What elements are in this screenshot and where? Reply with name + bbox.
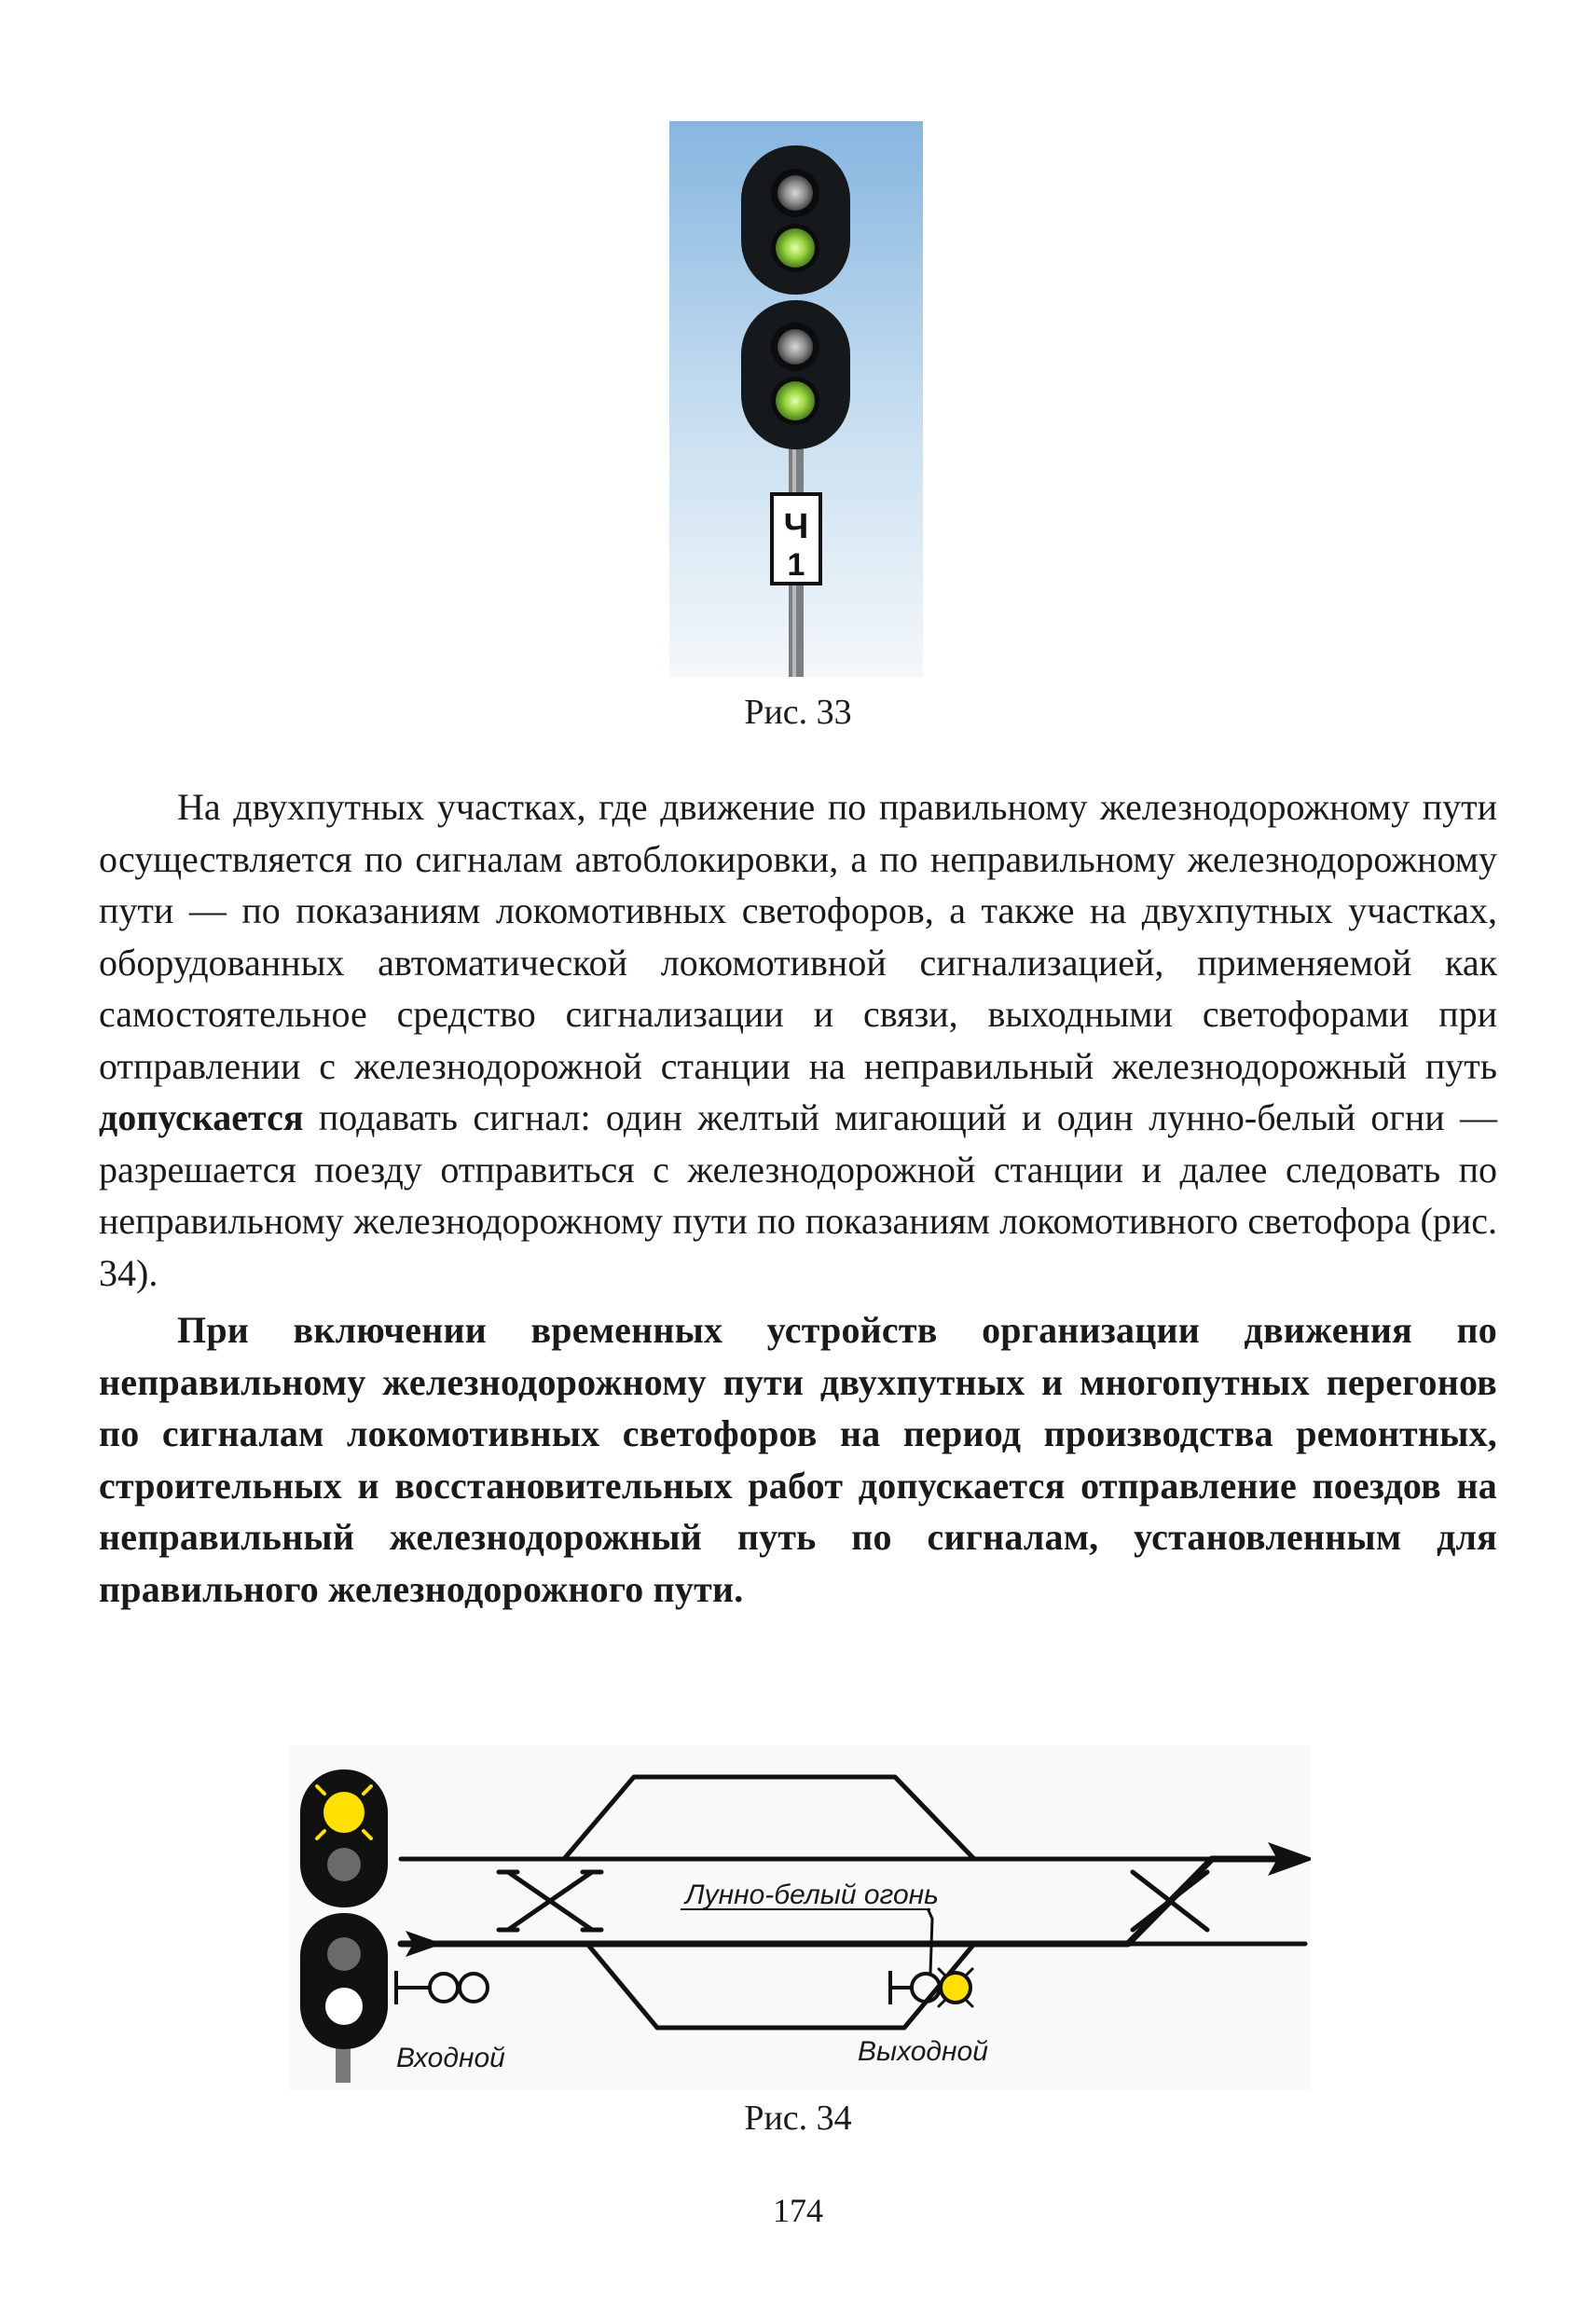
emphasis-allowed: допускается bbox=[99, 1096, 304, 1138]
figure-34-caption: Рис. 34 bbox=[744, 2099, 852, 2138]
moon-white-light-label: Лунно-белый огонь bbox=[685, 1879, 939, 1910]
upper-signal-head bbox=[741, 145, 850, 295]
lower-green-lamp bbox=[776, 381, 815, 420]
lower-signal-head bbox=[741, 300, 850, 449]
exit-signal-label: Выходной bbox=[858, 2036, 988, 2067]
entry-signal-label: Входной bbox=[396, 2043, 505, 2073]
upper-green-lamp bbox=[776, 228, 815, 268]
figure-33 bbox=[669, 121, 923, 677]
main-text bbox=[99, 781, 1497, 1615]
plate-number: 1 bbox=[787, 547, 805, 583]
moon-white-lamp bbox=[325, 1988, 363, 2025]
figure-33-caption: Рис. 33 bbox=[744, 693, 852, 732]
yellow-flashing-lamp bbox=[317, 1786, 371, 1838]
signal-photo bbox=[669, 121, 923, 677]
figure-34 bbox=[289, 1745, 1311, 2090]
lower-unlit-lamp bbox=[327, 1937, 361, 1971]
exit-signal-lower-head bbox=[300, 1913, 388, 2049]
upper-unlit-lamp bbox=[777, 175, 813, 211]
paragraph-1: На двухпутных участках, где движение по правильному железнодорожному пути осуществляется по сигналам автоблокировки, а по неправильному железнодорожному пути — по показаниям локомотивных светофоров, а также на двухпутных участках, оборудованных автоматической локомотивной сигнализацией, применяемой как самостоятельное средство сигнализации и связи, выходными светофорами при отправлении с железнодорожной станции на неправильный железнодорожный путь допускается подавать сигнал: один желтый мигающий и один лунно-белый огни — разрешается поезду отправиться с железнодорожной станции и далее следовать по неправильному железнодорожному пути по показаниям локомотивного светофора (рис. 34). bbox=[99, 786, 1497, 1294]
page-number: 174 bbox=[773, 2192, 823, 2229]
plate-letter: Ч bbox=[783, 507, 809, 546]
lower-unlit-lamp bbox=[777, 329, 813, 365]
track-diagram bbox=[289, 1745, 1311, 2090]
paragraph-2: При включении временных устройств организации движения по неправильному железнодорожному пути двухпутных и многопутных перегонов по сигналам локомотивных светофоров на период производства ремонтных, строительных и восстановительных работ допускается отправление поездов на неправильный железнодорожный путь по сигналам, установленным для правильного железнодорожного пути. bbox=[99, 1309, 1497, 1610]
upper-unlit-lamp bbox=[327, 1848, 361, 1881]
exit-signal-upper-head bbox=[300, 1769, 388, 1907]
